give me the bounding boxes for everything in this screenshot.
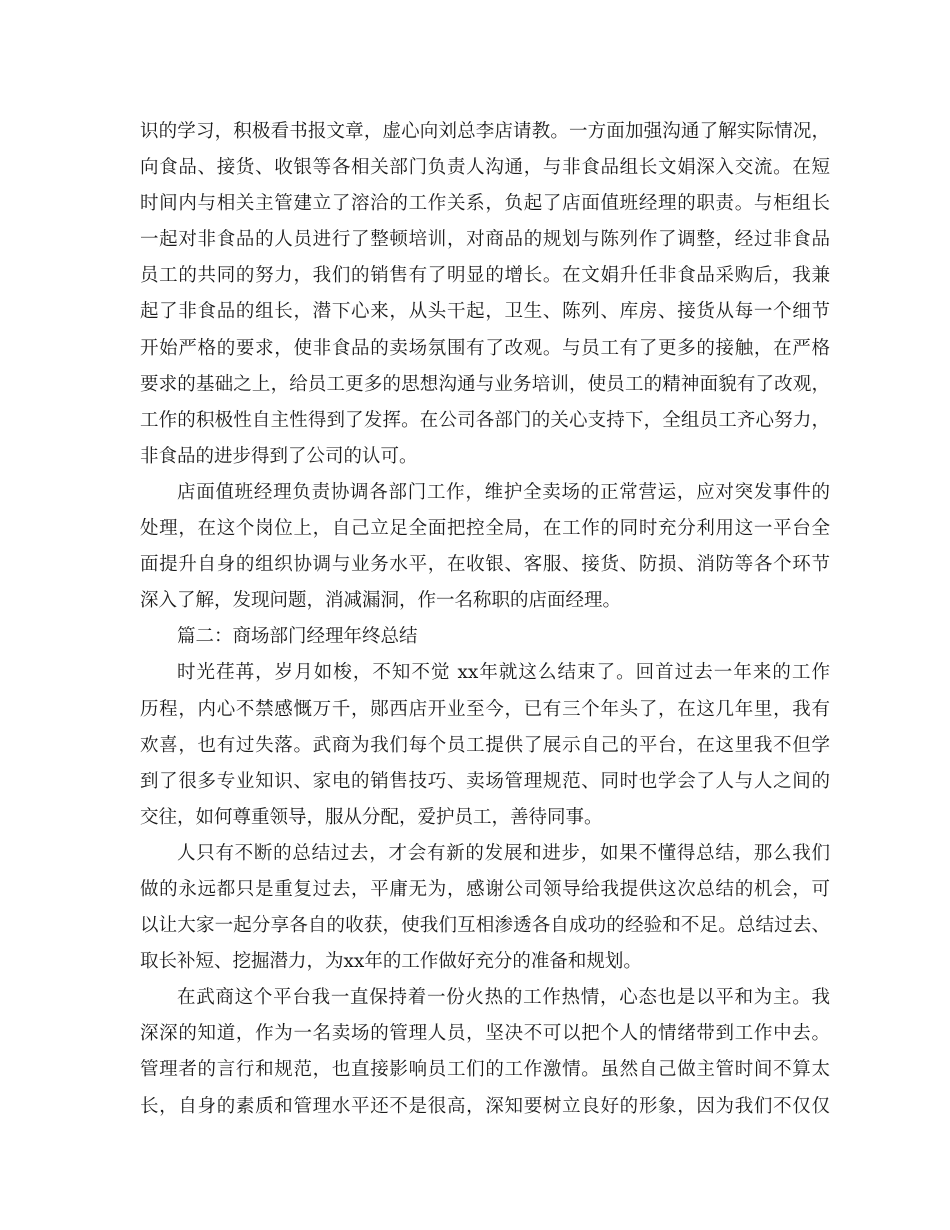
text-line: 做的永远都只是重复过去，平庸无为，感谢公司领导给我提供这次总结的机会，可 [140,878,830,900]
text-line: 处理，在这个岗位上，自己立足全面把控全局，在工作的同时充分利用这一平台全 [140,518,830,540]
text-line: 深深的知道，作为一名卖场的管理人员，坚决不可以把个人的情绪带到工作中去。 [140,1023,830,1045]
text-line: 面提升自身的组织协调与业务水平，在收银、客服、接货、防损、消防等各个环节 [140,554,830,576]
text-line: 在武商这个平台我一直保持着一份火热的工作热情，心态也是以平和为主。我 [177,987,830,1009]
text-line: 欢喜，也有过失落。武商为我们每个员工提供了展示自己的平台，在这里我不但学 [140,734,830,756]
document-body [140,114,830,1125]
text-line: 深入了解，发现问题，消减漏洞，作一名称职的店面经理。 [140,590,622,612]
text-line: 取长补短、挖掘潜力，为xx年的工作做好充分的准备和规划。 [140,951,642,973]
text-line: 起了非食品的组长，潜下心来，从头干起，卫生、陈列、库房、接货从每一个细节 [140,301,830,323]
text-line: 识的学习，积极看书报文章，虚心向刘总李店请教。一方面加强沟通了解实际情况， [140,121,830,142]
section-heading: 篇二：商场部门经理年终总结 [177,626,418,648]
text-line: 开始严格的要求，使非食品的卖场氛围有了改观。与员工有了更多的接触，在严格 [140,337,830,359]
text-line: 长，自身的素质和管理水平还不是很高，深知要树立良好的形象，因为我们不仅仅 [140,1095,830,1117]
text-line: 时间内与相关主管建立了溶洽的工作关系，负起了店面值班经理的职责。与柜组长 [140,193,830,215]
text-line: 要求的基础之上，给员工更多的思想沟通与业务培训，使员工的精神面貌有了改观， [140,373,830,395]
text-line: 非食品的进步得到了公司的认可。 [140,445,418,467]
text-line: 时光荏苒，岁月如梭，不知不觉 xx年就这么结束了。回首过去一年来的工作 [177,662,830,684]
text-line: 一起对非食品的人员进行了整顿培训，对商品的规划与陈列作了调整，经过非食品 [140,229,830,251]
text-line: 员工的共同的努力，我们的销售有了明显的增长。在文娟升任非食品采购后，我兼 [140,265,830,287]
text-line: 管理者的言行和规范，也直接影响员工们的工作激情。虽然自己做主管时间不算太 [140,1059,830,1081]
text-line: 工作的积极性自主性得到了发挥。在公司各部门的关心支持下，全组员工齐心努力， [140,409,830,431]
text-line: 店面值班经理负责协调各部门工作，维护全卖场的正常营运，应对突发事件的 [177,481,830,503]
text-line: 到了很多专业知识、家电的销售技巧、卖场管理规范、同时也学会了人与人之间的 [140,770,830,792]
text-line: 向食品、接货、收银等各相关部门负责人沟通，与非食品组长文娟深入交流。在短 [140,157,830,179]
text-line: 人只有不断的总结过去，才会有新的发展和进步，如果不懂得总结，那么我们 [177,842,830,864]
text-line: 历程，内心不禁感慨万千，郧西店开业至今，已有三个年头了，在这几年里，我有 [140,698,830,720]
text-line: 交往，如何尊重领导，服从分配，爱护员工，善待同事。 [140,806,603,828]
text-line: 以让大家一起分享各自的收获，使我们互相渗透各自成功的经验和不足。总结过去、 [140,915,830,937]
